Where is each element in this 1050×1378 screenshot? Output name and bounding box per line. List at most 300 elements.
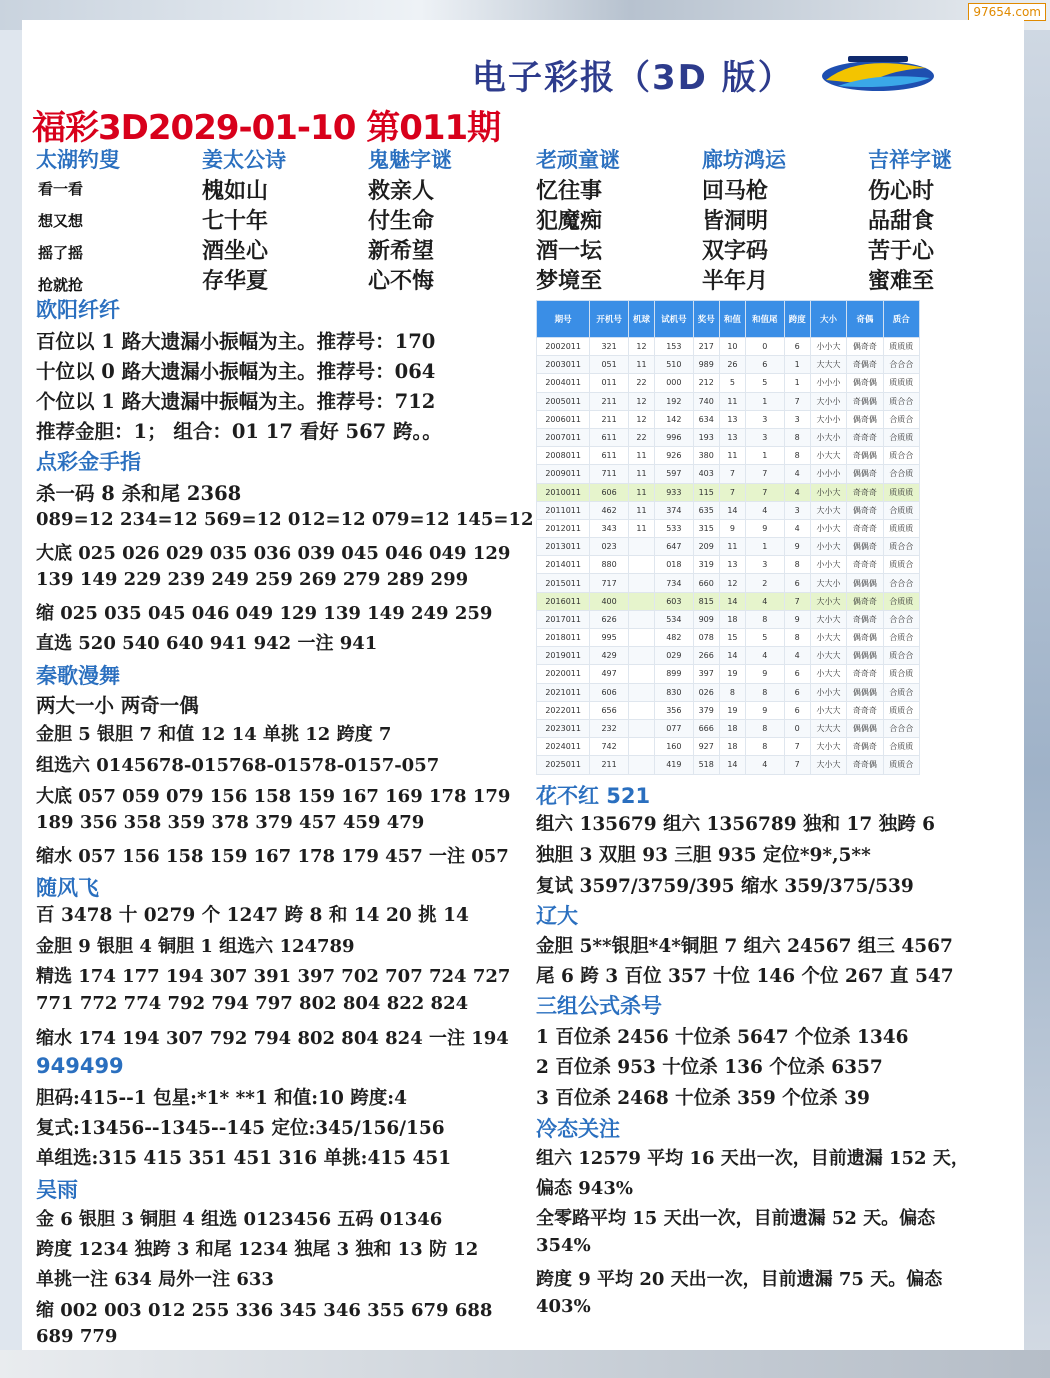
table-cell: 2003011 (537, 356, 590, 374)
table-cell: 合质合 (883, 410, 919, 428)
riddle-label-2: 想又想 (38, 212, 84, 230)
table-cell: 0 (784, 719, 810, 737)
table-header-row (537, 301, 920, 338)
table-cell: 2005011 (537, 392, 590, 410)
table-cell: 740 (693, 392, 719, 410)
table-cell: 2021011 (537, 683, 590, 701)
table-cell: 606 (590, 483, 629, 501)
table-cell: 717 (590, 574, 629, 592)
riddle-label-1: 看一看 (38, 180, 84, 198)
riddle-cell: 忆往事 (536, 178, 603, 204)
table-row (537, 701, 920, 719)
section-title-qinge: 秦歌漫舞 (36, 664, 120, 688)
riddle-cell: 酒一坛 (536, 238, 603, 264)
section-line: 直选 520 540 640 941 942 一注 941 (36, 633, 378, 654)
table-cell: 偶奇奇 (847, 338, 883, 356)
table-row (537, 465, 920, 483)
table-header-cell: 奇偶 (847, 301, 883, 338)
table-cell: 质合质 (883, 665, 919, 683)
table-cell (628, 756, 654, 774)
table-cell: 2016011 (537, 592, 590, 610)
table-cell: 1 (746, 392, 785, 410)
table-cell: 051 (590, 356, 629, 374)
table-cell: 11 (719, 392, 745, 410)
table-cell: 奇奇奇 (847, 428, 883, 446)
table-cell: 380 (693, 447, 719, 465)
section-line: 尾 6 跨 3 百位 357 十位 146 个位 267 直 547 (536, 966, 954, 987)
table-cell: 5 (719, 374, 745, 392)
table-cell: 2018011 (537, 629, 590, 647)
table-cell: 379 (693, 701, 719, 719)
table-header-cell: 和值尾 (746, 301, 785, 338)
table-cell: 偶奇偶 (847, 374, 883, 392)
table-cell: 奇偶奇 (847, 610, 883, 628)
lottery-sheet (22, 20, 1024, 1350)
table-cell: 奇奇奇 (847, 701, 883, 719)
table-cell: 2 (746, 574, 785, 592)
table-cell (628, 574, 654, 592)
table-row (537, 610, 920, 628)
table-cell: 011 (590, 374, 629, 392)
table-cell: 大小大 (810, 756, 846, 774)
history-table-body (537, 338, 920, 775)
section-line: 推荐金胆：1； 组合：01 17 看好 567 跨。。 (36, 420, 442, 443)
riddle-cell: 梦境至 (536, 268, 603, 294)
section-line: 金 6 银胆 3 铜胆 4 组选 0123456 五码 01346 (36, 1209, 443, 1230)
table-cell: 15 (719, 629, 745, 647)
section-line: 2 百位杀 953 十位杀 136 个位杀 6357 (536, 1057, 883, 1078)
table-cell: 14 (719, 647, 745, 665)
table-cell: 11 (628, 483, 654, 501)
table-row (537, 719, 920, 737)
section-line: 1 百位杀 2456 十位杀 5647 个位杀 1346 (536, 1027, 909, 1048)
table-cell: 4 (746, 647, 785, 665)
table-cell: 小小大 (810, 683, 846, 701)
table-cell: 2025011 (537, 756, 590, 774)
table-cell: 315 (693, 519, 719, 537)
table-cell: 质质质 (883, 519, 919, 537)
table-cell: 大大小 (810, 574, 846, 592)
riddle-cell: 半年月 (702, 268, 769, 294)
section-title-wuyu: 吴雨 (36, 1178, 78, 1202)
table-cell: 合合合 (883, 610, 919, 628)
table-cell: 合质质 (883, 428, 919, 446)
table-cell: 115 (693, 483, 719, 501)
section-line: 缩水 174 194 307 792 794 802 804 824 一注 194 (36, 1028, 509, 1049)
table-cell: 734 (655, 574, 694, 592)
table-cell: 603 (655, 592, 694, 610)
section-title-949499: 949499 (36, 1054, 124, 1078)
table-header-cell: 期号 (537, 301, 590, 338)
table-cell: 奇奇奇 (847, 519, 883, 537)
table-cell: 232 (590, 719, 629, 737)
table-cell: 000 (655, 374, 694, 392)
table-cell: 11 (719, 447, 745, 465)
section-line: 偏态 943% (536, 1178, 633, 1199)
table-cell: 14 (719, 501, 745, 519)
table-cell: 397 (693, 665, 719, 683)
table-cell: 634 (693, 410, 719, 428)
table-cell: 2009011 (537, 465, 590, 483)
table-cell: 026 (693, 683, 719, 701)
table-cell: 大大大 (810, 356, 846, 374)
table-cell: 22 (628, 428, 654, 446)
table-cell (628, 719, 654, 737)
table-header-cell: 试机号 (655, 301, 694, 338)
section-line: 复式:13456--1345--145 定位:345/156/156 (36, 1118, 445, 1139)
section-title-jinshouzhi: 点彩金手指 (36, 450, 141, 474)
table-cell: 5 (746, 629, 785, 647)
riddle-cell: 新希望 (368, 238, 435, 264)
section-title-liaoda: 辽大 (536, 904, 578, 928)
table-cell: 11 (719, 538, 745, 556)
table-cell: 211 (590, 756, 629, 774)
table-cell: 11 (628, 519, 654, 537)
table-cell: 9 (719, 519, 745, 537)
section-line: 354% (536, 1235, 591, 1256)
table-cell: 6 (784, 683, 810, 701)
table-row (537, 683, 920, 701)
section-line: 金胆 5 银胆 7 和值 12 14 单挑 12 跨度 7 (36, 724, 392, 745)
table-cell: 19 (719, 701, 745, 719)
table-cell: 989 (693, 356, 719, 374)
riddle-cell: 槐如山 (202, 178, 269, 204)
brand-title: 电子彩报（3D 版） (472, 58, 794, 98)
table-cell: 质质合 (883, 701, 919, 719)
table-cell: 26 (719, 356, 745, 374)
section-line: 两大一小 两奇一偶 (36, 694, 199, 717)
riddle-header-5: 廊坊鸿运 (702, 148, 786, 172)
table-cell (628, 738, 654, 756)
section-line: 全零路平均 15 天出一次，目前遗漏 52 天。偏态 (536, 1208, 936, 1229)
section-line: 单组选:315 415 351 451 316 单挑:415 451 (36, 1148, 452, 1169)
table-cell: 12 (628, 410, 654, 428)
table-cell: 7 (784, 592, 810, 610)
table-row (537, 519, 920, 537)
table-row (537, 447, 920, 465)
table-cell (628, 701, 654, 719)
table-cell: 小小大 (810, 338, 846, 356)
table-cell: 18 (719, 610, 745, 628)
table-cell: 8 (746, 719, 785, 737)
riddle-cell: 双字码 (702, 238, 769, 264)
table-cell: 2004011 (537, 374, 590, 392)
riddle-cell: 存华夏 (202, 268, 269, 294)
table-cell: 大小大 (810, 610, 846, 628)
riddle-cell: 救亲人 (368, 178, 435, 204)
history-table (536, 300, 920, 775)
table-cell: 1 (784, 374, 810, 392)
table-cell: 142 (655, 410, 694, 428)
table-cell: 合合合 (883, 574, 919, 592)
table-cell: 偶奇偶 (847, 629, 883, 647)
table-cell: 400 (590, 592, 629, 610)
table-row (537, 374, 920, 392)
section-line: 胆码:415--1 包星:*1* **1 和值:10 跨度:4 (36, 1088, 407, 1109)
riddle-header-4: 老顽童谜 (536, 148, 620, 172)
table-cell: 2017011 (537, 610, 590, 628)
table-cell: 2002011 (537, 338, 590, 356)
table-cell (628, 610, 654, 628)
table-cell: 小大大 (810, 665, 846, 683)
table-cell: 5 (746, 374, 785, 392)
table-cell: 合质质 (883, 592, 919, 610)
brand-logo-icon (818, 50, 936, 98)
table-cell: 6 (784, 701, 810, 719)
table-cell: 266 (693, 647, 719, 665)
section-line: 组选六 0145678-015768-01578-0157-057 (36, 755, 440, 776)
section-line: 组六 135679 组六 1356789 独和 17 独跨 6 (536, 814, 936, 835)
table-cell: 7 (784, 392, 810, 410)
table-cell: 质质质 (883, 374, 919, 392)
table-cell: 合质质 (883, 501, 919, 519)
table-cell: 023 (590, 538, 629, 556)
table-cell: 2013011 (537, 538, 590, 556)
table-header-cell: 跨度 (784, 301, 810, 338)
table-cell: 11 (628, 356, 654, 374)
table-row (537, 647, 920, 665)
table-cell: 606 (590, 683, 629, 701)
table-cell: 2011011 (537, 501, 590, 519)
table-cell: 510 (655, 356, 694, 374)
table-cell: 质质合 (883, 756, 919, 774)
table-cell: 3 (784, 410, 810, 428)
riddle-cell: 苦于心 (868, 238, 935, 264)
table-cell: 小小小 (810, 465, 846, 483)
table-cell: 小小小 (810, 374, 846, 392)
table-cell: 666 (693, 719, 719, 737)
table-cell: 质质合 (883, 556, 919, 574)
table-cell: 合合合 (883, 356, 919, 374)
table-header-cell: 质合 (883, 301, 919, 338)
table-header-cell: 奖号 (693, 301, 719, 338)
riddle-cell: 伤心时 (868, 178, 935, 204)
table-cell: 995 (590, 629, 629, 647)
table-cell: 偶偶偶 (847, 647, 883, 665)
section-title-cold-watch: 冷态关注 (536, 1117, 620, 1141)
section-line: 缩水 057 156 158 159 167 178 179 457 一注 057 (36, 846, 509, 867)
table-cell: 9 (746, 701, 785, 719)
table-header-cell: 开机号 (590, 301, 629, 338)
section-line: 百位以 1 路大遗漏小振幅为主。推荐号：170 (36, 330, 436, 353)
table-cell: 2019011 (537, 647, 590, 665)
table-cell: 2010011 (537, 483, 590, 501)
riddle-cell: 酒坐心 (202, 238, 269, 264)
table-cell: 11 (628, 447, 654, 465)
table-cell: 小大大 (810, 647, 846, 665)
table-cell: 2020011 (537, 665, 590, 683)
table-cell: 497 (590, 665, 629, 683)
table-cell: 9 (784, 538, 810, 556)
table-cell (628, 629, 654, 647)
section-line: 089=12 234=12 569=12 012=12 079=12 145=12 (36, 509, 534, 530)
table-cell: 4 (784, 483, 810, 501)
background-right-strip (1024, 30, 1050, 1378)
section-line: 189 356 358 359 378 379 457 459 479 (36, 812, 425, 833)
table-cell: 8 (784, 428, 810, 446)
table-cell: 211 (590, 392, 629, 410)
table-cell: 462 (590, 501, 629, 519)
table-cell: 626 (590, 610, 629, 628)
table-cell: 大小大 (810, 592, 846, 610)
table-cell: 偶偶偶 (847, 719, 883, 737)
table-cell: 321 (590, 338, 629, 356)
table-cell: 193 (693, 428, 719, 446)
table-cell: 奇奇偶 (847, 756, 883, 774)
table-cell: 3 (746, 556, 785, 574)
table-cell: 996 (655, 428, 694, 446)
table-row (537, 538, 920, 556)
section-title-huabuhong: 花不红 521 (536, 784, 651, 808)
table-cell: 2024011 (537, 738, 590, 756)
table-cell: 小大大 (810, 447, 846, 465)
table-cell: 4 (784, 647, 810, 665)
table-header-cell: 机球 (628, 301, 654, 338)
table-cell: 4 (746, 592, 785, 610)
table-cell: 大大大 (810, 719, 846, 737)
riddle-cell: 皆洞明 (702, 208, 769, 234)
table-cell: 356 (655, 701, 694, 719)
table-cell: 647 (655, 538, 694, 556)
table-cell (628, 556, 654, 574)
table-row (537, 483, 920, 501)
table-cell: 奇奇奇 (847, 483, 883, 501)
table-row (537, 665, 920, 683)
table-cell: 4 (746, 756, 785, 774)
table-cell: 429 (590, 647, 629, 665)
table-cell: 质合合 (883, 538, 919, 556)
table-cell: 合合质 (883, 465, 919, 483)
table-cell: 192 (655, 392, 694, 410)
riddle-cell: 七十年 (202, 208, 269, 234)
table-cell: 22 (628, 374, 654, 392)
table-cell (628, 538, 654, 556)
table-cell: 1 (784, 356, 810, 374)
table-cell: 611 (590, 428, 629, 446)
table-cell: 大小小 (810, 410, 846, 428)
table-cell: 小小大 (810, 538, 846, 556)
table-cell: 077 (655, 719, 694, 737)
table-cell: 2023011 (537, 719, 590, 737)
table-cell: 12 (628, 392, 654, 410)
section-line: 跨度 9 平均 20 天出一次，目前遗漏 75 天。偏态 (536, 1269, 943, 1290)
table-cell: 1 (746, 447, 785, 465)
table-cell: 830 (655, 683, 694, 701)
table-cell: 8 (784, 556, 810, 574)
section-title-ouyang: 欧阳纤纤 (36, 298, 120, 322)
table-cell: 635 (693, 501, 719, 519)
section-line: 精选 174 177 194 307 391 397 702 707 724 727 (36, 966, 511, 987)
section-line: 独胆 3 双胆 93 三胆 935 定位*9*,5** (536, 845, 871, 866)
table-row (537, 629, 920, 647)
section-line: 金胆 5**银胆*4*铜胆 7 组六 24567 组三 4567 (536, 936, 953, 957)
table-cell: 374 (655, 501, 694, 519)
table-row (537, 428, 920, 446)
table-cell: 2014011 (537, 556, 590, 574)
table-cell: 11 (628, 501, 654, 519)
table-cell: 8 (746, 738, 785, 756)
table-cell: 偶奇奇 (847, 501, 883, 519)
table-cell: 3 (746, 410, 785, 428)
table-cell: 212 (693, 374, 719, 392)
section-line: 百 3478 十 0279 个 1247 跨 8 和 14 20 挑 14 (36, 905, 469, 926)
table-cell: 12 (719, 574, 745, 592)
table-row (537, 356, 920, 374)
table-cell: 1 (746, 538, 785, 556)
table-header-cell: 大小 (810, 301, 846, 338)
table-cell: 合质合 (883, 683, 919, 701)
riddle-header-1: 太湖钓叟 (36, 148, 120, 172)
table-cell: 909 (693, 610, 719, 628)
table-cell: 029 (655, 647, 694, 665)
table-cell: 7 (719, 465, 745, 483)
table-cell: 2015011 (537, 574, 590, 592)
table-row (537, 392, 920, 410)
table-cell: 14 (719, 592, 745, 610)
table-cell: 质合合 (883, 392, 919, 410)
table-cell: 14 (719, 756, 745, 774)
section-line: 复试 3597/3759/395 缩水 359/375/539 (536, 876, 914, 897)
riddle-cell: 回马枪 (702, 178, 769, 204)
riddle-header-3: 鬼魅字谜 (368, 148, 452, 172)
table-cell: 偶偶偶 (847, 683, 883, 701)
table-cell: 533 (655, 519, 694, 537)
section-line: 缩 025 035 045 046 049 129 139 149 249 259 (36, 603, 493, 624)
table-cell: 3 (746, 428, 785, 446)
section-line: 139 149 229 239 249 259 269 279 289 299 (36, 569, 469, 590)
table-cell: 6 (784, 574, 810, 592)
table-cell: 2022011 (537, 701, 590, 719)
table-cell: 8 (784, 447, 810, 465)
table-cell: 9 (746, 665, 785, 683)
table-cell: 4 (784, 519, 810, 537)
table-cell: 偶偶奇 (847, 465, 883, 483)
table-row (537, 410, 920, 428)
riddle-cell: 付生命 (368, 208, 435, 234)
table-cell: 偶奇偶 (847, 410, 883, 428)
table-cell: 4 (784, 465, 810, 483)
table-row (537, 738, 920, 756)
table-cell: 403 (693, 465, 719, 483)
section-line: 杀一码 8 杀和尾 2368 (36, 482, 242, 505)
table-cell: 2006011 (537, 410, 590, 428)
site-watermark[interactable]: 97654.com (968, 3, 1046, 21)
riddle-cell: 心不悔 (368, 268, 435, 294)
table-cell: 7 (746, 483, 785, 501)
table-cell (628, 592, 654, 610)
table-cell: 534 (655, 610, 694, 628)
table-cell: 217 (693, 338, 719, 356)
table-cell: 2007011 (537, 428, 590, 446)
table-cell: 8 (719, 683, 745, 701)
section-line: 大底 025 026 029 035 036 039 045 046 049 129 (36, 543, 511, 564)
table-row (537, 592, 920, 610)
section-line: 个位以 1 路大遗漏中振幅为主。推荐号：712 (36, 390, 436, 413)
section-line: 771 772 774 792 794 797 802 804 822 824 (36, 993, 469, 1014)
table-cell: 927 (693, 738, 719, 756)
table-cell: 7 (746, 465, 785, 483)
table-cell: 3 (784, 501, 810, 519)
table-cell: 518 (693, 756, 719, 774)
table-cell: 7 (784, 738, 810, 756)
table-cell: 合合合 (883, 719, 919, 737)
table-cell: 大小大 (810, 501, 846, 519)
riddle-header-6: 吉祥字谜 (868, 148, 952, 172)
table-cell: 742 (590, 738, 629, 756)
table-row (537, 756, 920, 774)
table-cell: 11 (628, 465, 654, 483)
table-cell: 奇偶奇 (847, 738, 883, 756)
